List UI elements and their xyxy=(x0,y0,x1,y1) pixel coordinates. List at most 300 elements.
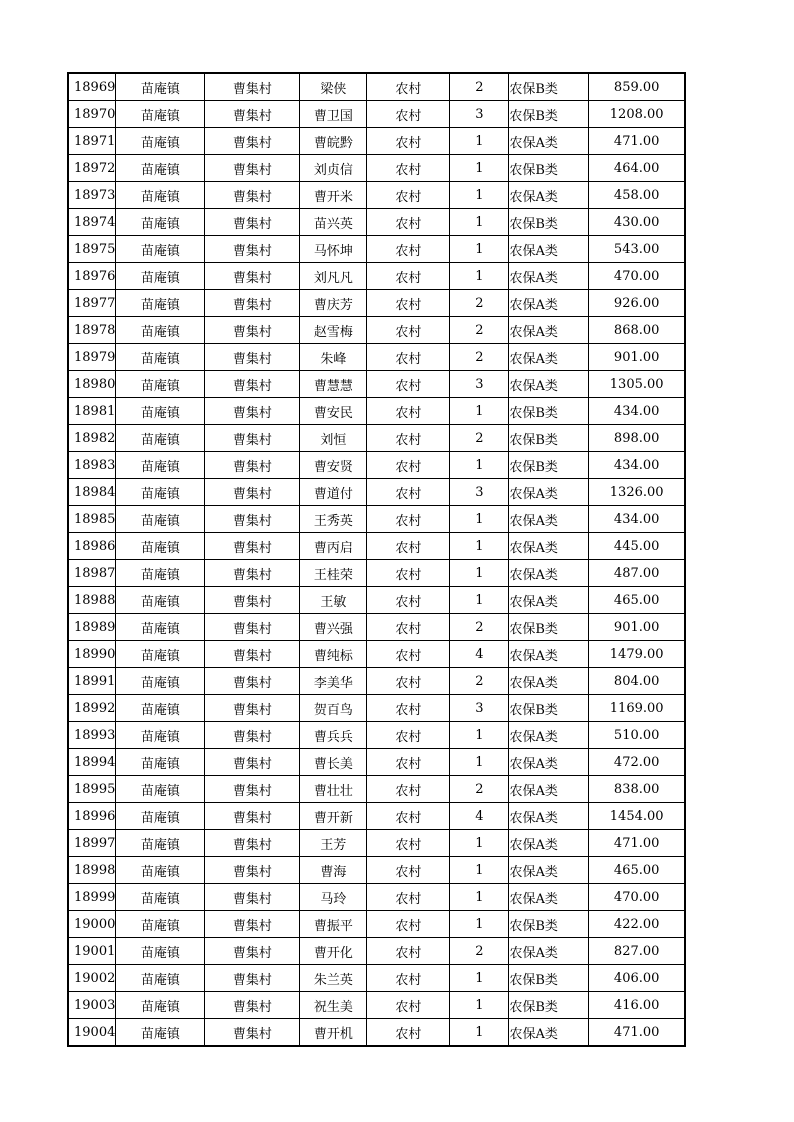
area-type-cell: 农村 xyxy=(367,182,450,209)
insurance-class-cell: 农保B类 xyxy=(509,965,589,992)
household-size-cell: 1 xyxy=(450,830,509,857)
row-id-cell: 18984 xyxy=(68,479,116,506)
town-cell: 苗庵镇 xyxy=(116,587,205,614)
town-cell: 苗庵镇 xyxy=(116,695,205,722)
town-cell: 苗庵镇 xyxy=(116,560,205,587)
table-row xyxy=(68,641,685,668)
insurance-class-cell: 农保A类 xyxy=(509,884,589,911)
table-row xyxy=(68,101,685,128)
name-cell: 曹兴强 xyxy=(300,614,367,641)
table-row xyxy=(68,73,685,101)
name-cell: 曹安民 xyxy=(300,398,367,425)
area-type-cell: 农村 xyxy=(367,533,450,560)
household-size-cell: 4 xyxy=(450,803,509,830)
area-type-cell: 农村 xyxy=(367,695,450,722)
town-cell: 苗庵镇 xyxy=(116,290,205,317)
table-row xyxy=(68,938,685,965)
amount-cell: 1169.00 xyxy=(588,695,685,722)
amount-cell: 804.00 xyxy=(588,668,685,695)
household-size-cell: 2 xyxy=(450,317,509,344)
town-cell: 苗庵镇 xyxy=(116,857,205,884)
row-id-cell: 18990 xyxy=(68,641,116,668)
town-cell: 苗庵镇 xyxy=(116,614,205,641)
table-row xyxy=(68,128,685,155)
town-cell: 苗庵镇 xyxy=(116,722,205,749)
amount-cell: 543.00 xyxy=(588,236,685,263)
amount-cell: 901.00 xyxy=(588,614,685,641)
area-type-cell: 农村 xyxy=(367,992,450,1019)
village-cell: 曹集村 xyxy=(205,695,300,722)
amount-cell: 859.00 xyxy=(588,73,685,101)
row-id-cell: 18987 xyxy=(68,560,116,587)
area-type-cell: 农村 xyxy=(367,830,450,857)
village-cell: 曹集村 xyxy=(205,155,300,182)
insurance-class-cell: 农保B类 xyxy=(509,695,589,722)
table-row xyxy=(68,911,685,938)
insurance-class-cell: 农保A类 xyxy=(509,182,589,209)
household-size-cell: 2 xyxy=(450,938,509,965)
insurance-class-cell: 农保B类 xyxy=(509,398,589,425)
table-row xyxy=(68,371,685,398)
name-cell: 曹开米 xyxy=(300,182,367,209)
row-id-cell: 18975 xyxy=(68,236,116,263)
insurance-class-cell: 农保A类 xyxy=(509,371,589,398)
village-cell: 曹集村 xyxy=(205,398,300,425)
table-row xyxy=(68,344,685,371)
village-cell: 曹集村 xyxy=(205,479,300,506)
area-type-cell: 农村 xyxy=(367,263,450,290)
village-cell: 曹集村 xyxy=(205,911,300,938)
area-type-cell: 农村 xyxy=(367,398,450,425)
amount-cell: 901.00 xyxy=(588,344,685,371)
household-size-cell: 1 xyxy=(450,722,509,749)
amount-cell: 1326.00 xyxy=(588,479,685,506)
table-row xyxy=(68,425,685,452)
row-id-cell: 18971 xyxy=(68,128,116,155)
table-row xyxy=(68,506,685,533)
household-size-cell: 2 xyxy=(450,425,509,452)
village-cell: 曹集村 xyxy=(205,425,300,452)
insurance-class-cell: 农保A类 xyxy=(509,668,589,695)
name-cell: 曹振平 xyxy=(300,911,367,938)
row-id-cell: 18980 xyxy=(68,371,116,398)
insurance-class-cell: 农保A类 xyxy=(509,290,589,317)
row-id-cell: 18988 xyxy=(68,587,116,614)
town-cell: 苗庵镇 xyxy=(116,182,205,209)
name-cell: 曹开机 xyxy=(300,1019,367,1047)
table-row xyxy=(68,533,685,560)
town-cell: 苗庵镇 xyxy=(116,911,205,938)
row-id-cell: 19004 xyxy=(68,1019,116,1047)
area-type-cell: 农村 xyxy=(367,668,450,695)
village-cell: 曹集村 xyxy=(205,884,300,911)
amount-cell: 434.00 xyxy=(588,452,685,479)
town-cell: 苗庵镇 xyxy=(116,371,205,398)
row-id-cell: 18974 xyxy=(68,209,116,236)
amount-cell: 434.00 xyxy=(588,506,685,533)
village-cell: 曹集村 xyxy=(205,128,300,155)
household-size-cell: 1 xyxy=(450,533,509,560)
area-type-cell: 农村 xyxy=(367,128,450,155)
amount-cell: 1454.00 xyxy=(588,803,685,830)
household-size-cell: 1 xyxy=(450,182,509,209)
insurance-class-cell: 农保A类 xyxy=(509,803,589,830)
insurance-class-cell: 农保A类 xyxy=(509,857,589,884)
village-cell: 曹集村 xyxy=(205,965,300,992)
town-cell: 苗庵镇 xyxy=(116,749,205,776)
row-id-cell: 19001 xyxy=(68,938,116,965)
table-row xyxy=(68,452,685,479)
amount-cell: 510.00 xyxy=(588,722,685,749)
name-cell: 曹长美 xyxy=(300,749,367,776)
insurance-class-cell: 农保A类 xyxy=(509,938,589,965)
household-size-cell: 3 xyxy=(450,479,509,506)
table-row xyxy=(68,155,685,182)
table-row xyxy=(68,803,685,830)
row-id-cell: 18991 xyxy=(68,668,116,695)
name-cell: 曹海 xyxy=(300,857,367,884)
village-cell: 曹集村 xyxy=(205,209,300,236)
amount-cell: 445.00 xyxy=(588,533,685,560)
insurance-class-cell: 农保A类 xyxy=(509,533,589,560)
town-cell: 苗庵镇 xyxy=(116,452,205,479)
name-cell: 王秀英 xyxy=(300,506,367,533)
row-id-cell: 18998 xyxy=(68,857,116,884)
household-size-cell: 1 xyxy=(450,749,509,776)
village-cell: 曹集村 xyxy=(205,506,300,533)
row-id-cell: 18986 xyxy=(68,533,116,560)
row-id-cell: 18997 xyxy=(68,830,116,857)
row-id-cell: 18976 xyxy=(68,263,116,290)
amount-cell: 422.00 xyxy=(588,911,685,938)
table-row xyxy=(68,614,685,641)
village-cell: 曹集村 xyxy=(205,344,300,371)
area-type-cell: 农村 xyxy=(367,749,450,776)
area-type-cell: 农村 xyxy=(367,344,450,371)
area-type-cell: 农村 xyxy=(367,1019,450,1047)
amount-cell: 926.00 xyxy=(588,290,685,317)
insurance-class-cell: 农保A类 xyxy=(509,1019,589,1047)
area-type-cell: 农村 xyxy=(367,641,450,668)
insurance-class-cell: 农保B类 xyxy=(509,614,589,641)
table-row xyxy=(68,209,685,236)
household-size-cell: 1 xyxy=(450,128,509,155)
table-row xyxy=(68,884,685,911)
name-cell: 祝生美 xyxy=(300,992,367,1019)
insurance-class-cell: 农保B类 xyxy=(509,209,589,236)
insurance-class-cell: 农保B类 xyxy=(509,73,589,101)
records-table xyxy=(67,72,686,1047)
name-cell: 曹兵兵 xyxy=(300,722,367,749)
amount-cell: 465.00 xyxy=(588,857,685,884)
insurance-class-cell: 农保A类 xyxy=(509,344,589,371)
area-type-cell: 农村 xyxy=(367,857,450,884)
area-type-cell: 农村 xyxy=(367,776,450,803)
town-cell: 苗庵镇 xyxy=(116,398,205,425)
area-type-cell: 农村 xyxy=(367,209,450,236)
insurance-class-cell: 农保B类 xyxy=(509,452,589,479)
insurance-class-cell: 农保A类 xyxy=(509,830,589,857)
village-cell: 曹集村 xyxy=(205,830,300,857)
household-size-cell: 2 xyxy=(450,668,509,695)
table-row xyxy=(68,236,685,263)
insurance-class-cell: 农保B类 xyxy=(509,992,589,1019)
village-cell: 曹集村 xyxy=(205,263,300,290)
row-id-cell: 18977 xyxy=(68,290,116,317)
name-cell: 曹壮壮 xyxy=(300,776,367,803)
table-row xyxy=(68,263,685,290)
household-size-cell: 2 xyxy=(450,614,509,641)
town-cell: 苗庵镇 xyxy=(116,641,205,668)
area-type-cell: 农村 xyxy=(367,884,450,911)
insurance-class-cell: 农保A类 xyxy=(509,587,589,614)
amount-cell: 1305.00 xyxy=(588,371,685,398)
table-row xyxy=(68,560,685,587)
table-row xyxy=(68,398,685,425)
insurance-class-cell: 农保A类 xyxy=(509,722,589,749)
name-cell: 刘恒 xyxy=(300,425,367,452)
village-cell: 曹集村 xyxy=(205,371,300,398)
amount-cell: 430.00 xyxy=(588,209,685,236)
row-id-cell: 19002 xyxy=(68,965,116,992)
insurance-class-cell: 农保A类 xyxy=(509,236,589,263)
table-row xyxy=(68,776,685,803)
amount-cell: 1208.00 xyxy=(588,101,685,128)
name-cell: 朱兰英 xyxy=(300,965,367,992)
amount-cell: 838.00 xyxy=(588,776,685,803)
row-id-cell: 18972 xyxy=(68,155,116,182)
village-cell: 曹集村 xyxy=(205,992,300,1019)
table-row xyxy=(68,317,685,344)
household-size-cell: 1 xyxy=(450,560,509,587)
household-size-cell: 1 xyxy=(450,965,509,992)
town-cell: 苗庵镇 xyxy=(116,425,205,452)
row-id-cell: 18979 xyxy=(68,344,116,371)
table-row xyxy=(68,182,685,209)
area-type-cell: 农村 xyxy=(367,452,450,479)
village-cell: 曹集村 xyxy=(205,101,300,128)
table-row xyxy=(68,830,685,857)
amount-cell: 868.00 xyxy=(588,317,685,344)
table-row xyxy=(68,722,685,749)
household-size-cell: 2 xyxy=(450,776,509,803)
name-cell: 曹开新 xyxy=(300,803,367,830)
area-type-cell: 农村 xyxy=(367,911,450,938)
table-row xyxy=(68,857,685,884)
household-size-cell: 3 xyxy=(450,695,509,722)
area-type-cell: 农村 xyxy=(367,317,450,344)
town-cell: 苗庵镇 xyxy=(116,803,205,830)
insurance-class-cell: 农保A类 xyxy=(509,479,589,506)
area-type-cell: 农村 xyxy=(367,938,450,965)
amount-cell: 472.00 xyxy=(588,749,685,776)
household-size-cell: 1 xyxy=(450,911,509,938)
amount-cell: 898.00 xyxy=(588,425,685,452)
insurance-class-cell: 农保B类 xyxy=(509,425,589,452)
area-type-cell: 农村 xyxy=(367,479,450,506)
village-cell: 曹集村 xyxy=(205,668,300,695)
town-cell: 苗庵镇 xyxy=(116,344,205,371)
row-id-cell: 18982 xyxy=(68,425,116,452)
town-cell: 苗庵镇 xyxy=(116,776,205,803)
village-cell: 曹集村 xyxy=(205,722,300,749)
amount-cell: 406.00 xyxy=(588,965,685,992)
area-type-cell: 农村 xyxy=(367,371,450,398)
table-row xyxy=(68,668,685,695)
household-size-cell: 3 xyxy=(450,371,509,398)
name-cell: 马玲 xyxy=(300,884,367,911)
town-cell: 苗庵镇 xyxy=(116,128,205,155)
records-body xyxy=(68,73,685,1046)
village-cell: 曹集村 xyxy=(205,641,300,668)
amount-cell: 471.00 xyxy=(588,830,685,857)
name-cell: 曹卫国 xyxy=(300,101,367,128)
row-id-cell: 18989 xyxy=(68,614,116,641)
table-row xyxy=(68,587,685,614)
row-id-cell: 19003 xyxy=(68,992,116,1019)
area-type-cell: 农村 xyxy=(367,73,450,101)
name-cell: 曹慧慧 xyxy=(300,371,367,398)
data-sheet xyxy=(67,72,686,1047)
name-cell: 马怀坤 xyxy=(300,236,367,263)
amount-cell: 471.00 xyxy=(588,1019,685,1047)
village-cell: 曹集村 xyxy=(205,587,300,614)
row-id-cell: 18985 xyxy=(68,506,116,533)
insurance-class-cell: 农保A类 xyxy=(509,776,589,803)
area-type-cell: 农村 xyxy=(367,155,450,182)
town-cell: 苗庵镇 xyxy=(116,263,205,290)
household-size-cell: 1 xyxy=(450,1019,509,1047)
household-size-cell: 1 xyxy=(450,236,509,263)
village-cell: 曹集村 xyxy=(205,236,300,263)
table-row xyxy=(68,1019,685,1047)
household-size-cell: 1 xyxy=(450,992,509,1019)
village-cell: 曹集村 xyxy=(205,776,300,803)
village-cell: 曹集村 xyxy=(205,182,300,209)
name-cell: 李美华 xyxy=(300,668,367,695)
household-size-cell: 1 xyxy=(450,155,509,182)
town-cell: 苗庵镇 xyxy=(116,479,205,506)
household-size-cell: 2 xyxy=(450,290,509,317)
town-cell: 苗庵镇 xyxy=(116,992,205,1019)
amount-cell: 827.00 xyxy=(588,938,685,965)
name-cell: 王桂荣 xyxy=(300,560,367,587)
name-cell: 曹庆芳 xyxy=(300,290,367,317)
name-cell: 梁侠 xyxy=(300,73,367,101)
town-cell: 苗庵镇 xyxy=(116,965,205,992)
town-cell: 苗庵镇 xyxy=(116,938,205,965)
household-size-cell: 4 xyxy=(450,641,509,668)
town-cell: 苗庵镇 xyxy=(116,155,205,182)
town-cell: 苗庵镇 xyxy=(116,73,205,101)
insurance-class-cell: 农保A类 xyxy=(509,749,589,776)
name-cell: 曹丙启 xyxy=(300,533,367,560)
row-id-cell: 18978 xyxy=(68,317,116,344)
name-cell: 刘凡凡 xyxy=(300,263,367,290)
area-type-cell: 农村 xyxy=(367,290,450,317)
area-type-cell: 农村 xyxy=(367,236,450,263)
name-cell: 刘贞信 xyxy=(300,155,367,182)
household-size-cell: 1 xyxy=(450,587,509,614)
amount-cell: 470.00 xyxy=(588,263,685,290)
village-cell: 曹集村 xyxy=(205,938,300,965)
table-row xyxy=(68,290,685,317)
town-cell: 苗庵镇 xyxy=(116,830,205,857)
village-cell: 曹集村 xyxy=(205,803,300,830)
village-cell: 曹集村 xyxy=(205,73,300,101)
town-cell: 苗庵镇 xyxy=(116,884,205,911)
amount-cell: 471.00 xyxy=(588,128,685,155)
name-cell: 朱峰 xyxy=(300,344,367,371)
amount-cell: 465.00 xyxy=(588,587,685,614)
name-cell: 王芳 xyxy=(300,830,367,857)
row-id-cell: 18996 xyxy=(68,803,116,830)
amount-cell: 470.00 xyxy=(588,884,685,911)
row-id-cell: 18970 xyxy=(68,101,116,128)
insurance-class-cell: 农保A类 xyxy=(509,506,589,533)
row-id-cell: 18981 xyxy=(68,398,116,425)
area-type-cell: 农村 xyxy=(367,101,450,128)
name-cell: 曹道付 xyxy=(300,479,367,506)
insurance-class-cell: 农保B类 xyxy=(509,911,589,938)
table-row xyxy=(68,965,685,992)
area-type-cell: 农村 xyxy=(367,425,450,452)
name-cell: 王敏 xyxy=(300,587,367,614)
row-id-cell: 18994 xyxy=(68,749,116,776)
household-size-cell: 1 xyxy=(450,506,509,533)
town-cell: 苗庵镇 xyxy=(116,668,205,695)
table-row xyxy=(68,479,685,506)
area-type-cell: 农村 xyxy=(367,722,450,749)
row-id-cell: 18973 xyxy=(68,182,116,209)
village-cell: 曹集村 xyxy=(205,317,300,344)
household-size-cell: 3 xyxy=(450,101,509,128)
row-id-cell: 18992 xyxy=(68,695,116,722)
amount-cell: 434.00 xyxy=(588,398,685,425)
household-size-cell: 1 xyxy=(450,857,509,884)
household-size-cell: 1 xyxy=(450,884,509,911)
village-cell: 曹集村 xyxy=(205,1019,300,1047)
row-id-cell: 19000 xyxy=(68,911,116,938)
table-row xyxy=(68,695,685,722)
village-cell: 曹集村 xyxy=(205,857,300,884)
row-id-cell: 18999 xyxy=(68,884,116,911)
household-size-cell: 2 xyxy=(450,73,509,101)
amount-cell: 464.00 xyxy=(588,155,685,182)
insurance-class-cell: 农保B类 xyxy=(509,155,589,182)
insurance-class-cell: 农保A类 xyxy=(509,641,589,668)
household-size-cell: 1 xyxy=(450,452,509,479)
table-row xyxy=(68,992,685,1019)
household-size-cell: 1 xyxy=(450,263,509,290)
town-cell: 苗庵镇 xyxy=(116,533,205,560)
table-row xyxy=(68,749,685,776)
town-cell: 苗庵镇 xyxy=(116,1019,205,1047)
area-type-cell: 农村 xyxy=(367,614,450,641)
area-type-cell: 农村 xyxy=(367,560,450,587)
insurance-class-cell: 农保A类 xyxy=(509,263,589,290)
town-cell: 苗庵镇 xyxy=(116,506,205,533)
amount-cell: 416.00 xyxy=(588,992,685,1019)
name-cell: 贺百鸟 xyxy=(300,695,367,722)
household-size-cell: 1 xyxy=(450,209,509,236)
name-cell: 赵雪梅 xyxy=(300,317,367,344)
name-cell: 曹纯标 xyxy=(300,641,367,668)
row-id-cell: 18969 xyxy=(68,73,116,101)
village-cell: 曹集村 xyxy=(205,614,300,641)
village-cell: 曹集村 xyxy=(205,452,300,479)
amount-cell: 1479.00 xyxy=(588,641,685,668)
